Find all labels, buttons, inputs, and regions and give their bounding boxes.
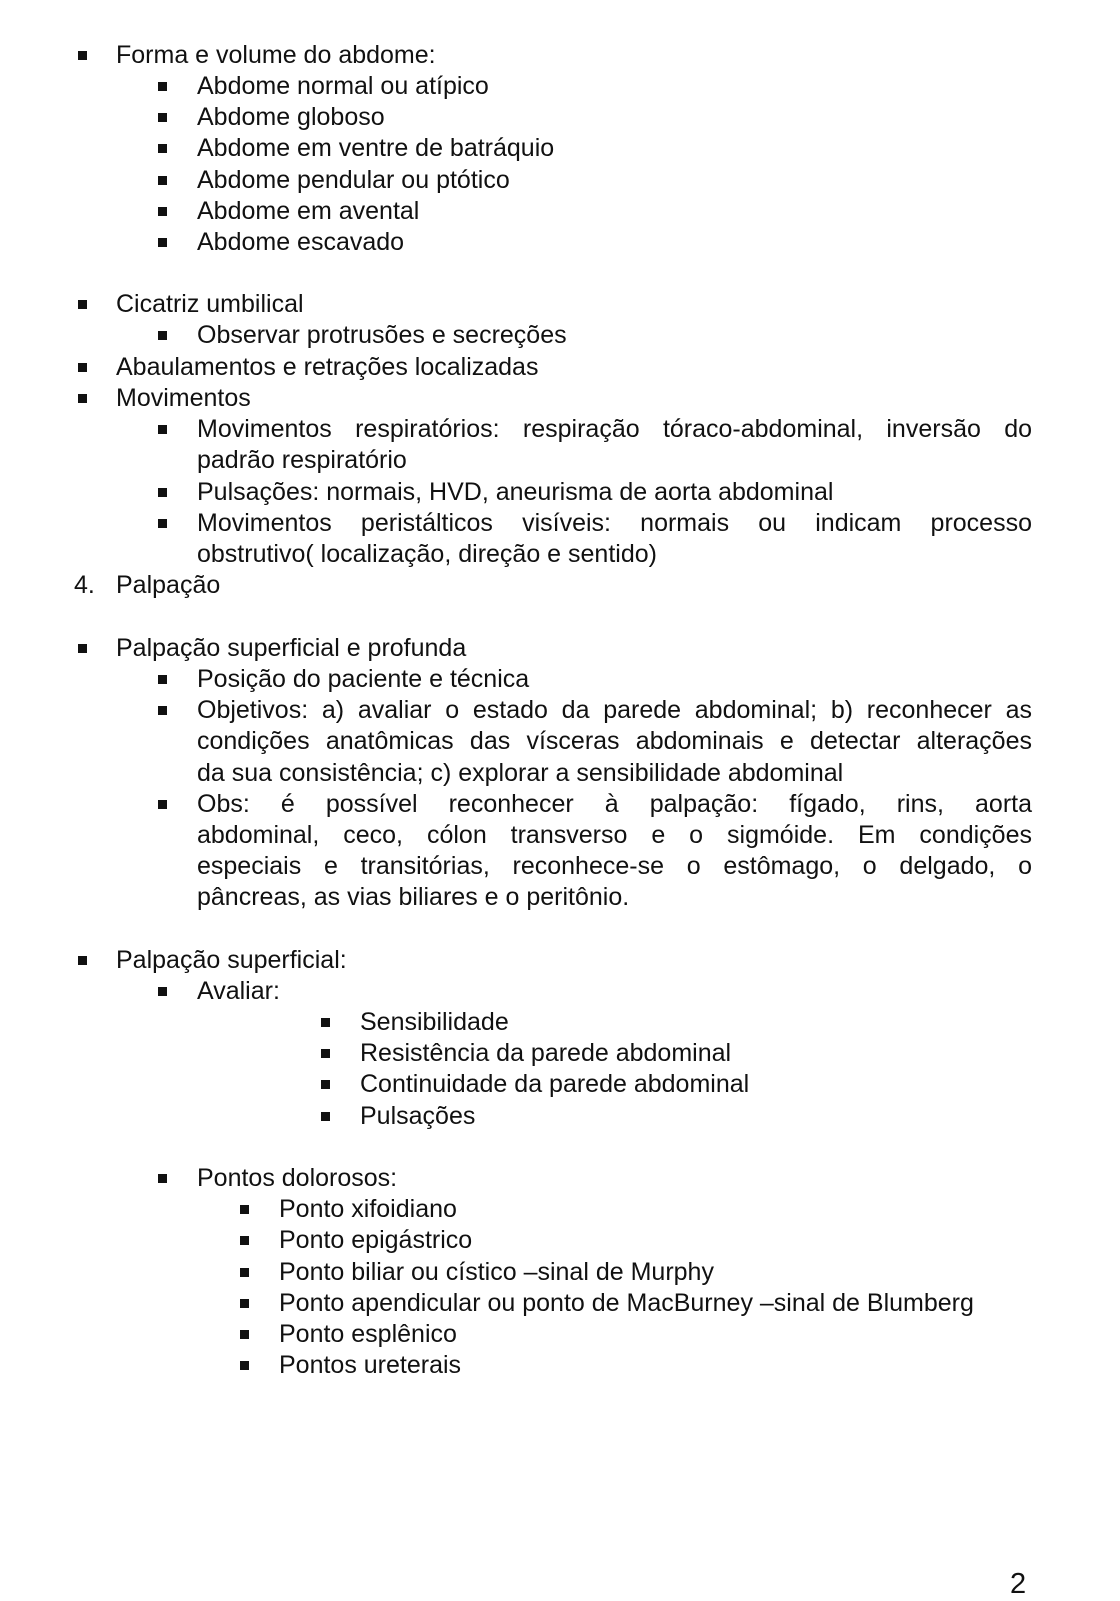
section-heading: Palpação <box>116 571 221 599</box>
list-item-line: padrão respiratório <box>197 446 407 474</box>
list-item: Observar protrusões e secreções <box>197 321 567 349</box>
list-item-line: condições anatômicas das vísceras abdominais e detectar alterações <box>197 727 1032 755</box>
bullet-marker <box>240 1361 249 1370</box>
bullet-marker <box>240 1236 249 1245</box>
list-item-line: especiais e transitórias, reconhece-se o estômago, o delgado, o <box>197 852 1032 880</box>
bullet-marker <box>158 425 167 434</box>
bullet-marker <box>158 675 167 684</box>
list-item: Avaliar: <box>197 977 280 1005</box>
list-item: Resistência da parede abdominal <box>360 1039 732 1067</box>
bullet-marker <box>158 800 167 809</box>
list-heading: Palpação superficial e profunda <box>116 634 467 662</box>
bullet-marker <box>78 363 87 372</box>
list-item: Abdome em avental <box>197 197 420 225</box>
list-item: Ponto biliar ou cístico –sinal de Murphy <box>279 1258 714 1286</box>
list-item: Sensibilidade <box>360 1008 509 1036</box>
bullet-marker <box>158 238 167 247</box>
bullet-marker <box>321 1049 330 1058</box>
list-item-line: Obs: é possível reconhecer à palpação: fígado, rins, aorta <box>197 790 1032 818</box>
list-item-line: Movimentos respiratórios: respiração tóraco-abdominal, inversão do <box>197 415 1032 443</box>
list-item: Pulsações <box>360 1102 476 1130</box>
list-item: Ponto esplênico <box>279 1320 457 1348</box>
bullet-marker <box>158 144 167 153</box>
list-heading: Palpação superficial: <box>116 946 347 974</box>
bullet-marker <box>78 51 87 60</box>
bullet-marker <box>158 331 167 340</box>
bullet-marker <box>158 113 167 122</box>
bullet-marker <box>158 987 167 996</box>
list-item-line: pâncreas, as vias biliares e o peritônio. <box>197 883 630 911</box>
list-item: Ponto epigástrico <box>279 1226 473 1254</box>
list-item-line: Movimentos peristálticos visíveis: normais ou indicam processo <box>197 509 1032 537</box>
list-heading: Movimentos <box>116 384 251 412</box>
list-item-line: da sua consistência; c) explorar a sensibilidade abdominal <box>197 759 844 787</box>
list-item: Abdome escavado <box>197 228 405 256</box>
list-item: Abdome pendular ou ptótico <box>197 166 510 194</box>
bullet-marker <box>158 207 167 216</box>
list-heading: Abaulamentos e retrações localizadas <box>116 353 539 381</box>
bullet-marker <box>158 82 167 91</box>
section-number: 4. <box>74 571 95 599</box>
bullet-marker <box>158 706 167 715</box>
list-item: Abdome normal ou atípico <box>197 72 489 100</box>
list-item: Posição do paciente e técnica <box>197 665 530 693</box>
list-heading: Cicatriz umbilical <box>116 290 304 318</box>
list-item: Ponto xifoidiano <box>279 1195 457 1223</box>
bullet-marker <box>78 300 87 309</box>
page-number: 2 <box>1010 1568 1027 1600</box>
list-item: Ponto apendicular ou ponto de MacBurney –sinal de Blumberg <box>279 1289 974 1317</box>
bullet-marker <box>321 1112 330 1121</box>
list-item-line: obstrutivo( localização, direção e sentido) <box>197 540 657 568</box>
bullet-marker <box>78 644 87 653</box>
bullet-marker <box>158 519 167 528</box>
list-item: Continuidade da parede abdominal <box>360 1070 750 1098</box>
list-item: Abdome globoso <box>197 103 385 131</box>
list-item: Abdome em ventre de batráquio <box>197 134 555 162</box>
list-item: Pontos dolorosos: <box>197 1164 398 1192</box>
list-heading: Forma e volume do abdome: <box>116 41 436 69</box>
bullet-marker <box>158 488 167 497</box>
bullet-marker <box>158 1174 167 1183</box>
bullet-marker <box>240 1268 249 1277</box>
list-item: Pulsações: normais, HVD, aneurisma de aorta abdominal <box>197 478 834 506</box>
list-item-line: abdominal, ceco, cólon transverso e o sigmóide. Em condições <box>197 821 1032 849</box>
list-item: Pontos ureterais <box>279 1351 462 1379</box>
bullet-marker <box>321 1018 330 1027</box>
bullet-marker <box>240 1330 249 1339</box>
bullet-marker <box>240 1299 249 1308</box>
bullet-marker <box>78 394 87 403</box>
bullet-marker <box>321 1080 330 1089</box>
bullet-marker <box>78 956 87 965</box>
bullet-marker <box>240 1205 249 1214</box>
list-item-line: Objetivos: a) avaliar o estado da parede abdominal; b) reconhecer as <box>197 696 1032 724</box>
bullet-marker <box>158 176 167 185</box>
